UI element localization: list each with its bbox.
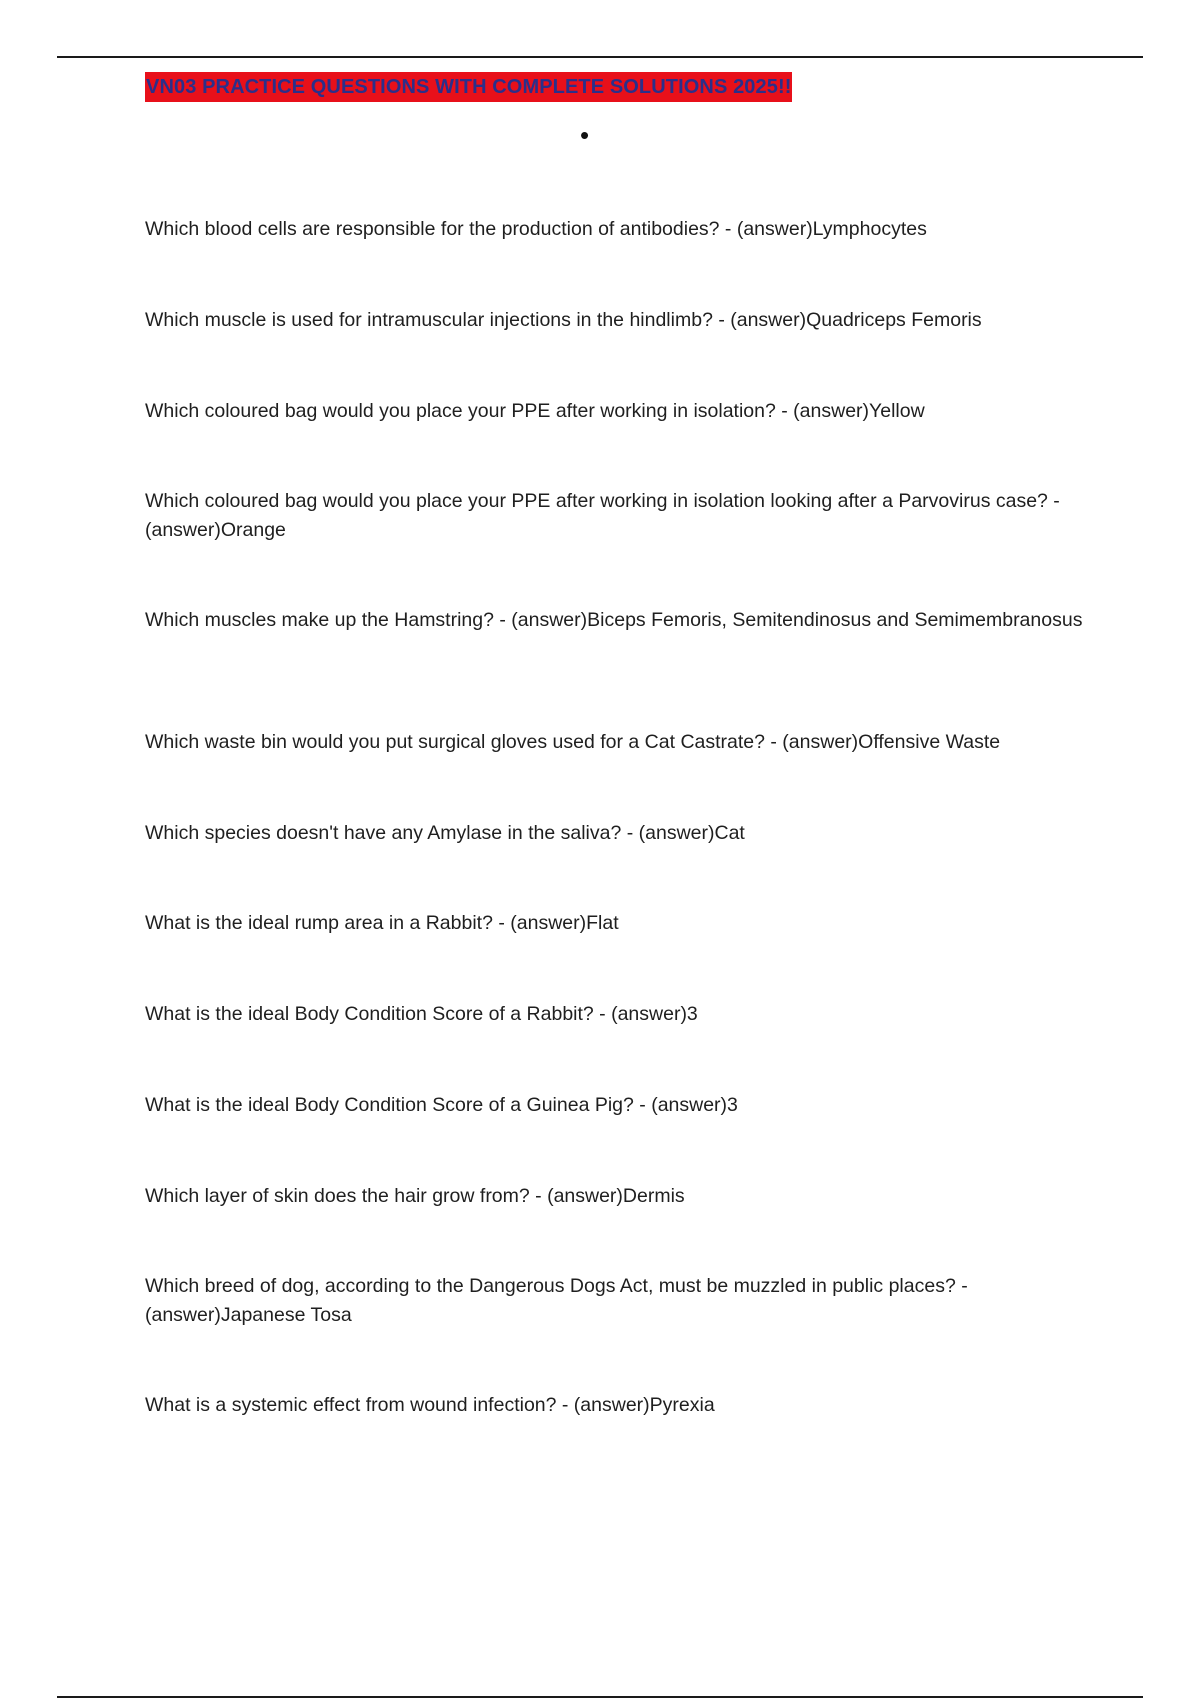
question-item: What is the ideal Body Condition Score of a Rabbit? - (answer)3 — [145, 1003, 698, 1025]
bullet-point: • — [580, 120, 590, 150]
question-item: What is the ideal rump area in a Rabbit? - (answer)Flat — [145, 912, 619, 934]
question-item: Which muscle is used for intramuscular injections in the hindlimb? - (answer)Quadriceps Femoris — [145, 309, 982, 331]
question-item: What is the ideal Body Condition Score of a Guinea Pig? - (answer)3 — [145, 1094, 738, 1116]
question-item: Which coloured bag would you place your PPE after working in isolation looking after a Parvovirus case? - (answer)Orange — [145, 490, 1060, 541]
question-item: What is a systemic effect from wound infection? - (answer)Pyrexia — [145, 1394, 715, 1416]
bottom-rule — [57, 1696, 1143, 1698]
question-item: Which breed of dog, according to the Dangerous Dogs Act, must be muzzled in public places? - (answer)Japanese Tosa — [145, 1275, 968, 1326]
question-item: Which muscles make up the Hamstring? - (answer)Biceps Femoris, Semitendinosus and Semimembranosus — [145, 609, 1083, 631]
question-item: Which coloured bag would you place your PPE after working in isolation? - (answer)Yellow — [145, 400, 925, 422]
question-item: Which waste bin would you put surgical gloves used for a Cat Castrate? - (answer)Offensive Waste — [145, 731, 1001, 753]
question-item: Which layer of skin does the hair grow from? - (answer)Dermis — [145, 1185, 685, 1207]
question-item: Which species doesn't have any Amylase in the saliva? - (answer)Cat — [145, 822, 745, 844]
question-item: Which blood cells are responsible for the production of antibodies? - (answer)Lymphocytes — [145, 218, 927, 240]
document-title: VN03 PRACTICE QUESTIONS WITH COMPLETE SOLUTIONS 2025!! — [145, 72, 792, 102]
top-rule — [57, 56, 1143, 58]
